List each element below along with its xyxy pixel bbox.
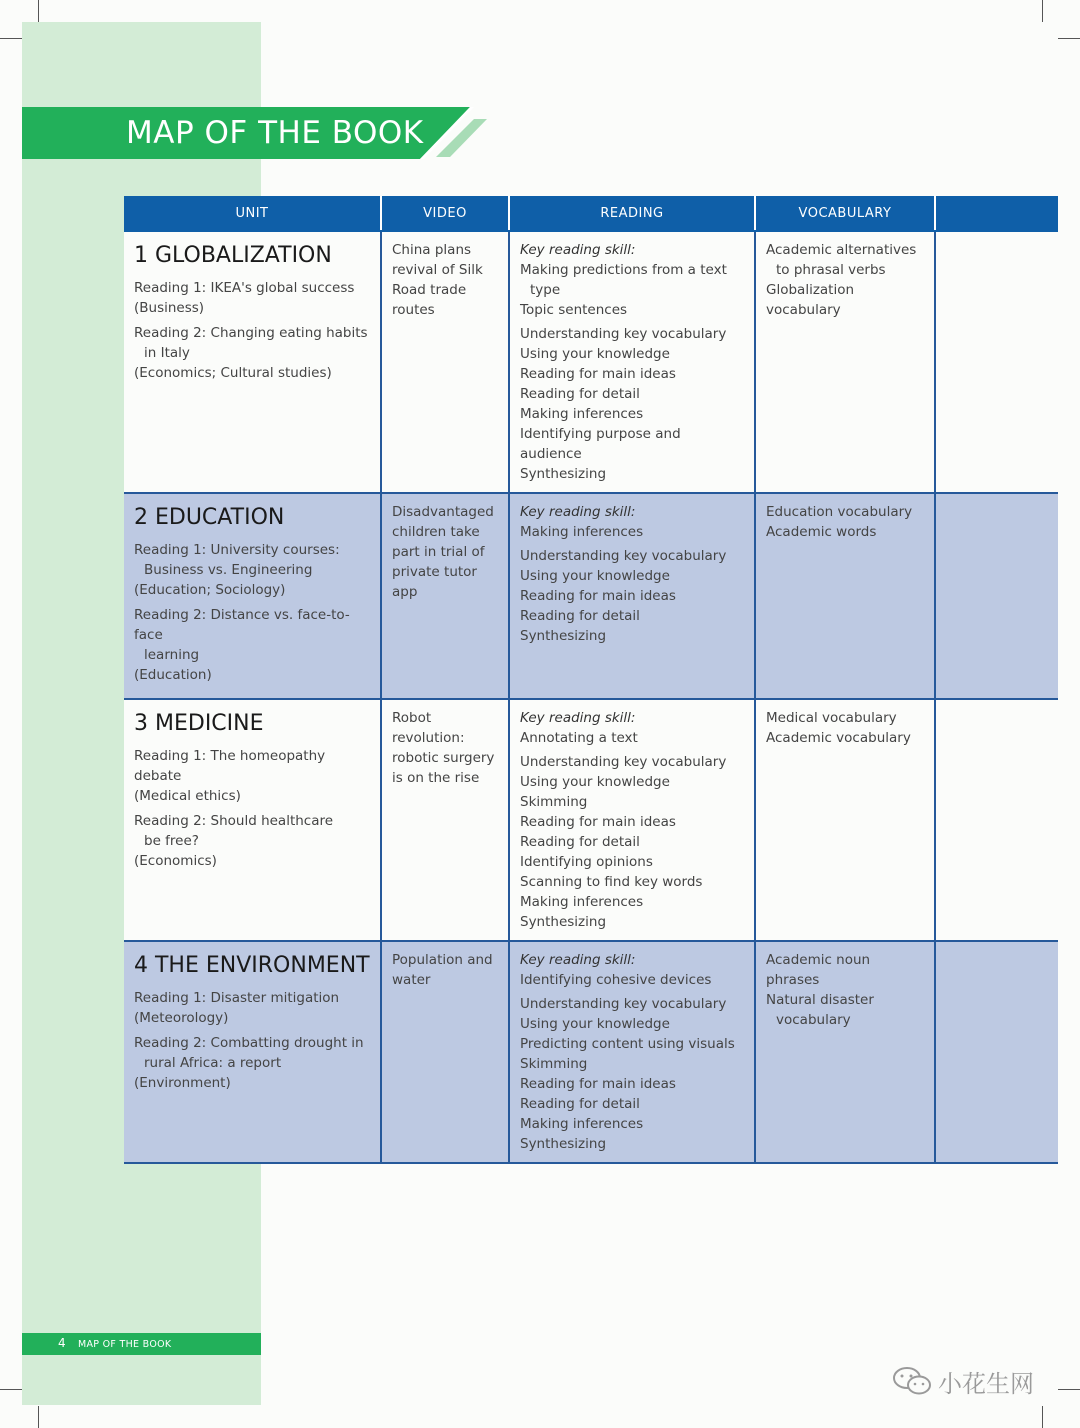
key-skill-label: Key reading skill:	[520, 242, 636, 258]
reading-skill-item: Using your knowledge	[520, 346, 670, 362]
reading-entry-line: Reading 1: IKEA's global success	[134, 280, 355, 296]
reading-entry-line: (Education; Sociology)	[134, 582, 286, 598]
reading-skill-item: Using your knowledge	[520, 568, 670, 584]
reading-entry-line: (Environment)	[134, 1075, 231, 1091]
video-line: revival of Silk	[392, 262, 483, 278]
column-header-video: VIDEO	[381, 196, 509, 231]
unit-title: 1 GLOBALIZATION	[134, 243, 332, 268]
video-line: robotic surgery	[392, 750, 495, 766]
vocabulary-line: Academic noun phrases	[766, 952, 871, 988]
reading-skill-item: Synthesizing	[520, 914, 607, 930]
video-cell	[381, 941, 509, 1163]
video-line: Robot	[392, 710, 432, 726]
vocabulary-line: Education vocabulary	[766, 504, 913, 520]
video-line: routes	[392, 302, 435, 318]
video-cell	[381, 493, 509, 699]
key-skill-label: Key reading skill:	[520, 710, 636, 726]
reading-skill-item: Scanning to find key words	[520, 874, 703, 890]
reading-skill-item: Synthesizing	[520, 466, 607, 482]
reading-entry-line: Reading 2: Changing eating habits	[134, 325, 368, 341]
column-header-reading: READING	[509, 196, 755, 231]
table-row	[124, 493, 1058, 699]
video-line: part in trial of	[392, 544, 485, 560]
crop-mark	[1042, 0, 1043, 22]
reading-cell	[509, 493, 755, 699]
reading-skill-item: Identifying opinions	[520, 854, 653, 870]
video-cell	[381, 231, 509, 493]
reading-skill-item: Predicting content using visuals	[520, 1036, 735, 1052]
extra-cell	[935, 699, 1058, 941]
reading-cell	[509, 699, 755, 941]
title-banner	[22, 107, 487, 159]
key-skill-line: Annotating a text	[520, 730, 638, 746]
crop-mark	[1042, 1406, 1043, 1428]
reading-entry-line: (Medical ethics)	[134, 788, 241, 804]
reading-skill-item: Reading for detail	[520, 1096, 640, 1112]
vocabulary-line: Academic vocabulary	[766, 730, 911, 746]
table-row	[124, 699, 1058, 941]
reading-skill-item: Understanding key vocabulary	[520, 754, 727, 770]
table-row	[124, 231, 1058, 493]
column-header-extra	[935, 196, 1058, 231]
video-line: water	[392, 972, 431, 988]
vocabulary-cell	[755, 941, 935, 1163]
reading-skill-item: Understanding key vocabulary	[520, 996, 727, 1012]
reading-entry	[134, 323, 371, 383]
reading-skill-item: Using your knowledge	[520, 774, 670, 790]
unit-title: 4 THE ENVIRONMENT	[134, 953, 370, 978]
video-line: app	[392, 584, 418, 600]
key-skill-line: Topic sentences	[520, 302, 628, 318]
reading-skill-item: Skimming	[520, 794, 588, 810]
footer-label: MAP OF THE BOOK	[78, 1339, 172, 1350]
video-line: private tutor	[392, 564, 477, 580]
crop-mark	[1058, 38, 1080, 39]
vocabulary-cell	[755, 699, 935, 941]
reading-entry	[134, 1033, 371, 1093]
reading-skill-item: Reading for main ideas	[520, 588, 676, 604]
reading-skills-list	[520, 324, 745, 484]
vocabulary-line: Academic words	[766, 524, 877, 540]
reading-entry-line: Reading 1: University courses:	[134, 542, 340, 558]
extra-cell	[935, 231, 1058, 493]
reading-skill-item: Reading for detail	[520, 834, 640, 850]
watermark	[892, 1364, 1052, 1398]
video-cell	[381, 699, 509, 941]
reading-cell	[509, 231, 755, 493]
extra-cell	[935, 941, 1058, 1163]
crop-mark	[0, 38, 22, 39]
vocabulary-cell	[755, 493, 935, 699]
page-number: 4	[58, 1336, 66, 1350]
reading-entry-line: Reading 1: The homeopathy debate	[134, 748, 326, 784]
key-skill-label: Key reading skill:	[520, 952, 636, 968]
reading-entry-line: (Economics; Cultural studies)	[134, 365, 332, 381]
key-skill-line: Identifying cohesive devices	[520, 972, 712, 988]
key-skill-line: Making predictions from a text	[520, 262, 727, 278]
unit-cell	[124, 941, 381, 1163]
reading-skill-item: Identifying purpose and audience	[520, 426, 681, 462]
reading-entry-line: Reading 1: Disaster mitigation	[134, 990, 340, 1006]
video-line: Road trade	[392, 282, 467, 298]
reading-skill-item: Using your knowledge	[520, 1016, 670, 1032]
crop-mark	[1058, 1389, 1080, 1390]
video-line: Disadvantaged	[392, 504, 494, 520]
reading-skill-item: Making inferences	[520, 894, 644, 910]
reading-entry-line: rural Africa: a report	[144, 1055, 282, 1071]
reading-entry	[134, 278, 371, 318]
reading-skill-item: Reading for detail	[520, 608, 640, 624]
reading-entry-line: in Italy	[144, 345, 190, 361]
vocabulary-line: Academic alternatives	[766, 242, 917, 258]
vocabulary-cell	[755, 231, 935, 493]
reading-entry	[134, 605, 371, 685]
watermark-text: 小花生网	[938, 1370, 1034, 1398]
wechat-icon	[892, 1366, 934, 1396]
reading-skill-item: Reading for main ideas	[520, 1076, 676, 1092]
reading-skill-item: Reading for main ideas	[520, 366, 676, 382]
column-header-vocabulary: VOCABULARY	[755, 196, 935, 231]
key-skill-label: Key reading skill:	[520, 504, 636, 520]
reading-entry-line: be free?	[144, 833, 199, 849]
vocabulary-line: Natural disaster	[766, 992, 874, 1008]
reading-entry-line: (Business)	[134, 300, 205, 316]
reading-skill-item: Making inferences	[520, 406, 644, 422]
reading-skill-item: Synthesizing	[520, 1136, 607, 1152]
reading-entry-line: (Education)	[134, 667, 212, 683]
reading-entry-line: Reading 2: Combatting drought in	[134, 1035, 364, 1051]
reading-entry	[134, 540, 371, 600]
map-table	[124, 196, 1058, 1164]
unit-title: 3 MEDICINE	[134, 711, 264, 736]
crop-mark	[38, 1406, 39, 1428]
vocabulary-line: vocabulary	[766, 302, 841, 318]
vocabulary-line: to phrasal verbs	[776, 262, 886, 278]
reading-skill-item: Understanding key vocabulary	[520, 326, 727, 342]
reading-entry-line: Reading 2: Distance vs. face-to-face	[134, 607, 350, 643]
video-line: is on the rise	[392, 770, 480, 786]
key-skill-line: Making inferences	[520, 524, 644, 540]
page-title: MAP OF THE BOOK	[126, 115, 424, 151]
unit-cell	[124, 231, 381, 493]
reading-entry	[134, 746, 371, 806]
crop-mark	[0, 1389, 22, 1390]
unit-title: 2 EDUCATION	[134, 505, 285, 530]
video-line: children take	[392, 524, 480, 540]
reading-entry	[134, 811, 371, 871]
reading-skill-item: Understanding key vocabulary	[520, 548, 727, 564]
reading-skill-item: Synthesizing	[520, 628, 607, 644]
reading-skill-item: Reading for main ideas	[520, 814, 676, 830]
reading-entry-line: Reading 2: Should healthcare	[134, 813, 334, 829]
reading-cell	[509, 941, 755, 1163]
table-row	[124, 941, 1058, 1163]
reading-skill-item: Reading for detail	[520, 386, 640, 402]
key-skill-line: type	[530, 282, 561, 298]
crop-mark	[38, 0, 39, 22]
reading-entry-line: learning	[144, 647, 200, 663]
vocabulary-line: Globalization	[766, 282, 855, 298]
video-line: China plans	[392, 242, 472, 258]
unit-cell	[124, 699, 381, 941]
reading-skills-list	[520, 994, 745, 1154]
reading-skill-item: Making inferences	[520, 1116, 644, 1132]
reading-skills-list	[520, 546, 745, 646]
vocabulary-line: Medical vocabulary	[766, 710, 897, 726]
column-header-unit: UNIT	[124, 196, 381, 231]
video-line: Population and	[392, 952, 493, 968]
reading-entry-line: (Meteorology)	[134, 1010, 229, 1026]
vocabulary-line: vocabulary	[776, 1012, 851, 1028]
reading-entry-line: (Economics)	[134, 853, 217, 869]
reading-entry-line: Business vs. Engineering	[144, 562, 313, 578]
reading-skill-item: Skimming	[520, 1056, 588, 1072]
video-line: revolution:	[392, 730, 465, 746]
table-header-row	[124, 196, 1058, 231]
reading-skills-list	[520, 752, 745, 932]
unit-cell	[124, 493, 381, 699]
extra-cell	[935, 493, 1058, 699]
reading-entry	[134, 988, 371, 1028]
